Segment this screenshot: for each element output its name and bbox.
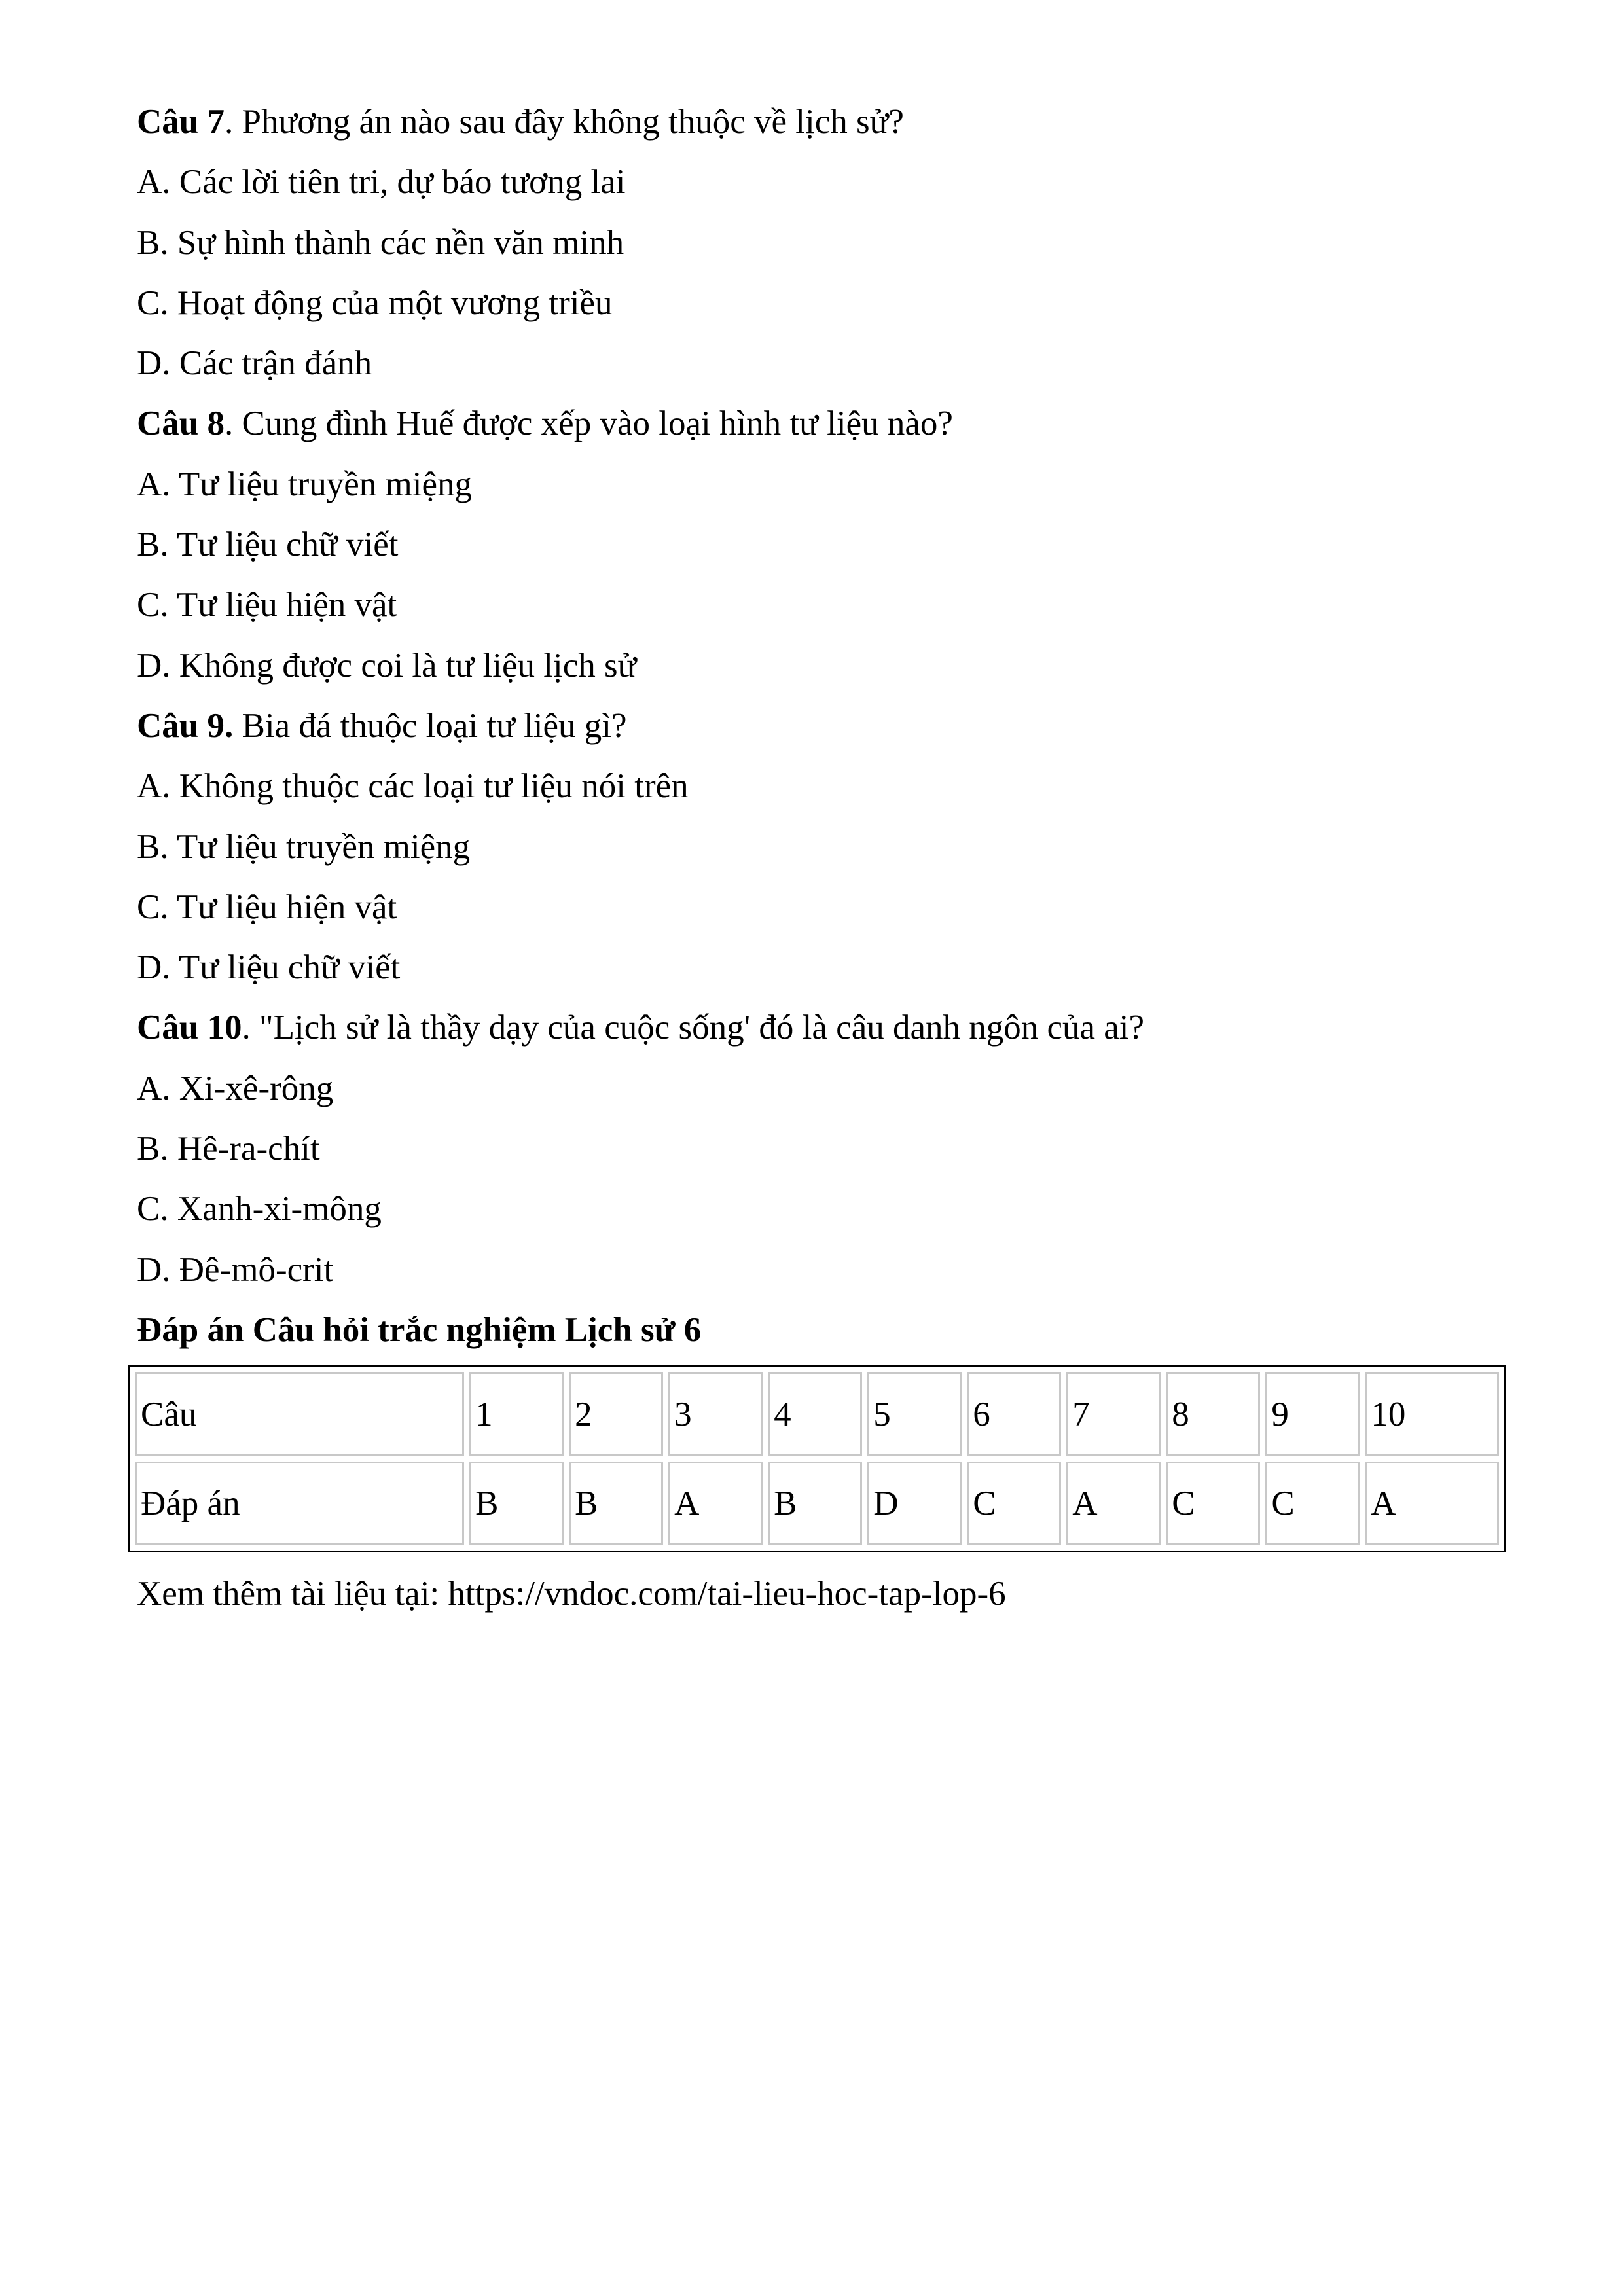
question-text: Bia đá thuộc loại tư liệu gì? <box>233 706 627 745</box>
option-b: B. Hê-ra-chít <box>137 1130 320 1168</box>
question-number-cell: 6 <box>967 1372 1061 1456</box>
question-number-cell: 3 <box>668 1372 763 1456</box>
option-c: C. Tư liệu hiện vật <box>137 586 397 624</box>
question-9 <box>137 696 1511 756</box>
option-b: B. Sự hình thành các nền văn minh <box>137 223 624 262</box>
answer-table <box>128 1365 1506 1552</box>
option-d: D. Không được coi là tư liệu lịch sử <box>137 646 637 685</box>
question-number-cell: 4 <box>768 1372 862 1456</box>
question-label: Câu 9. <box>137 706 234 745</box>
option-c: C. Tư liệu hiện vật <box>137 888 397 926</box>
question-number-cell: 7 <box>1066 1372 1161 1456</box>
answer-cell: D <box>867 1462 962 1545</box>
answer-heading: Đáp án Câu hỏi trắc nghiệm Lịch sử 6 <box>137 1310 702 1349</box>
question-number-cell: 8 <box>1166 1372 1260 1456</box>
option-a: A. Các lời tiên tri, dự báo tương lai <box>137 163 626 202</box>
question-10 <box>137 997 1511 1058</box>
option-d: D. Tư liệu chữ viết <box>137 948 401 987</box>
question-number-cell: 9 <box>1265 1372 1360 1456</box>
answer-cell: C <box>1166 1462 1260 1545</box>
question-number-cell: 2 <box>569 1372 663 1456</box>
option-c: C. Xanh-xi-mông <box>137 1190 382 1229</box>
option-d: D. Đê-mô-crit <box>137 1250 334 1289</box>
option-b: B. Tư liệu truyền miệng <box>137 827 471 866</box>
answer-cell: A <box>1066 1462 1161 1545</box>
table-row-header: Đáp án <box>135 1462 464 1545</box>
question-text: . "Lịch sử là thầy dạy của cuộc sống' đó là câu danh ngôn của ai? <box>242 1009 1145 1047</box>
question-7 <box>137 92 1511 152</box>
question-8 <box>137 393 1511 454</box>
question-text: . Phương án nào sau đây không thuộc về lịch sử? <box>225 103 904 141</box>
table-row-header: Câu <box>135 1372 464 1456</box>
option-c: C. Hoạt động của một vương triều <box>137 283 613 322</box>
option-d: D. Các trận đánh <box>137 344 372 383</box>
footer-reference: Xem thêm tài liệu tại: https://vndoc.com/tai-lieu-hoc-tap-lop-6 <box>137 1575 1006 1613</box>
question-label: Câu 8 <box>137 404 225 443</box>
question-number-cell: 1 <box>469 1372 564 1456</box>
answer-cell: A <box>1365 1462 1499 1545</box>
question-text: . Cung đình Huế được xếp vào loại hình tư liệu nào? <box>225 404 953 443</box>
answer-cell: A <box>668 1462 763 1545</box>
table-row-question-numbers <box>135 1372 1499 1456</box>
answer-cell: B <box>569 1462 663 1545</box>
table-row-answers <box>135 1462 1499 1545</box>
answer-cell: C <box>967 1462 1061 1545</box>
option-a: A. Xi-xê-rông <box>137 1069 334 1107</box>
document-body <box>137 92 1511 1360</box>
question-label: Câu 7 <box>137 103 225 141</box>
answer-cell: C <box>1265 1462 1360 1545</box>
question-number-cell: 10 <box>1365 1372 1499 1456</box>
answer-cell: B <box>469 1462 564 1545</box>
question-label: Câu 10 <box>137 1009 242 1047</box>
question-number-cell: 5 <box>867 1372 962 1456</box>
answer-cell: B <box>768 1462 862 1545</box>
option-a: A. Không thuộc các loại tư liệu nói trên <box>137 767 689 806</box>
option-a: A. Tư liệu truyền miệng <box>137 465 473 503</box>
option-b: B. Tư liệu chữ viết <box>137 526 399 564</box>
